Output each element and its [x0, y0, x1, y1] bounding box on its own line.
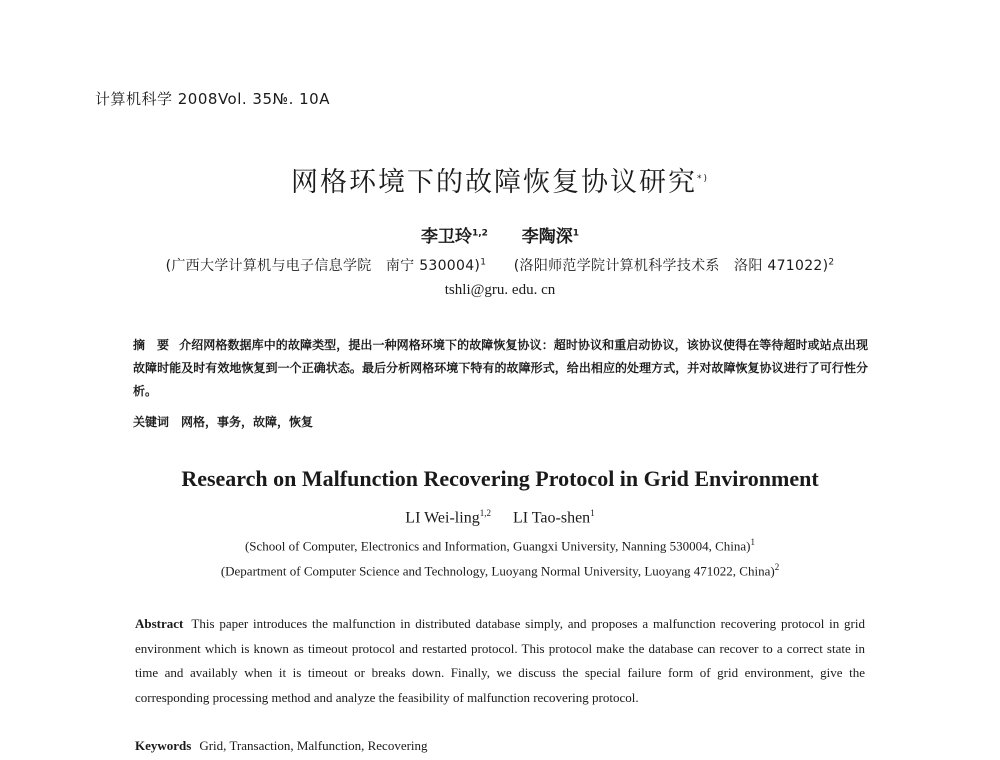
chinese-abstract [133, 334, 868, 403]
english-authors [0, 508, 1000, 527]
affiliation-superscript: 1 [750, 537, 756, 547]
english-affiliation-1 [0, 537, 1000, 554]
chinese-affiliation: (广西大学计算机与电子信息学院 南宁 530004) [165, 258, 481, 274]
chinese-author-name: 李陶深 [521, 227, 573, 247]
english-abstract-text: This paper introduces the malfunction in distributed database simply, and proposes a malfunction recovering protocol in grid environment which is known as timeout protocol and restarted protocol. This protocol make the database can recover to a correct state in time and availably when it is timeout or breaks down. Finally, we discuss the special failure form of grid environment, give the corresponding processing method and analyze the feasibility of malfunction recovering protocol. [135, 616, 865, 705]
affiliation-superscript: 2 [774, 562, 780, 572]
author-superscript: 1 [572, 228, 580, 239]
chinese-title [0, 160, 1000, 199]
author-superscript: 1 [590, 508, 595, 518]
chinese-authors [0, 222, 1000, 247]
chinese-abstract-label: 摘 要 [133, 338, 170, 352]
chinese-keywords-text: 网格，事务，故障，恢复 [181, 415, 314, 429]
chinese-affiliations [0, 255, 1000, 275]
english-affiliation-text: (School of Computer, Electronics and Information, Guangxi University, Nanning 530004, China) [244, 538, 751, 554]
english-abstract-label: Abstract [135, 616, 184, 631]
english-title: Research on Malfunction Recovering Protocol in Grid Environment [181, 466, 819, 491]
chinese-keywords [133, 413, 313, 430]
title-footnote-mark: *) [696, 174, 709, 184]
chinese-abstract-text: 介绍网格数据库中的故障类型，提出一种网格环境下的故障恢复协议：超时协议和重启动协议，该协议使得在等待超时或站点出现故障时能及时有效地恢复到一个正确状态。最后分析网格环境下特有的故障形式，给出相应的处理方式，并对故障恢复协议进行了可行性分析。 [133, 338, 868, 398]
english-affiliation-text: (Department of Computer Science and Technology, Luoyang Normal University, Luoyang 471022, China) [220, 563, 775, 579]
chinese-affiliation: (洛阳师范学院计算机科学技术系 洛阳 471022) [513, 258, 829, 274]
english-author-name: LI Tao-shen [512, 509, 591, 527]
english-affiliation-2 [0, 562, 1000, 579]
chinese-title-text: 网格环境下的故障恢复协议研究 [290, 167, 697, 198]
author-email: tshli@gru. edu. cn [444, 282, 556, 298]
author-superscript: 1,2 [479, 508, 491, 518]
english-keywords-text: Grid, Transaction, Malfunction, Recovering [199, 738, 428, 753]
author-superscript: 1,2 [471, 228, 488, 239]
english-keywords [135, 738, 428, 754]
affiliation-superscript: 1 [480, 257, 487, 268]
english-abstract [135, 612, 865, 710]
affiliation-superscript: 2 [828, 257, 835, 268]
chinese-keywords-label: 关键词 [133, 415, 170, 429]
english-author-name: LI Wei-ling [405, 509, 480, 527]
chinese-author-name: 李卫玲 [420, 227, 472, 247]
english-keywords-label: Keywords [135, 738, 192, 753]
journal-header: 计算机科学 2008Vol. 35№. 10A [95, 90, 330, 108]
